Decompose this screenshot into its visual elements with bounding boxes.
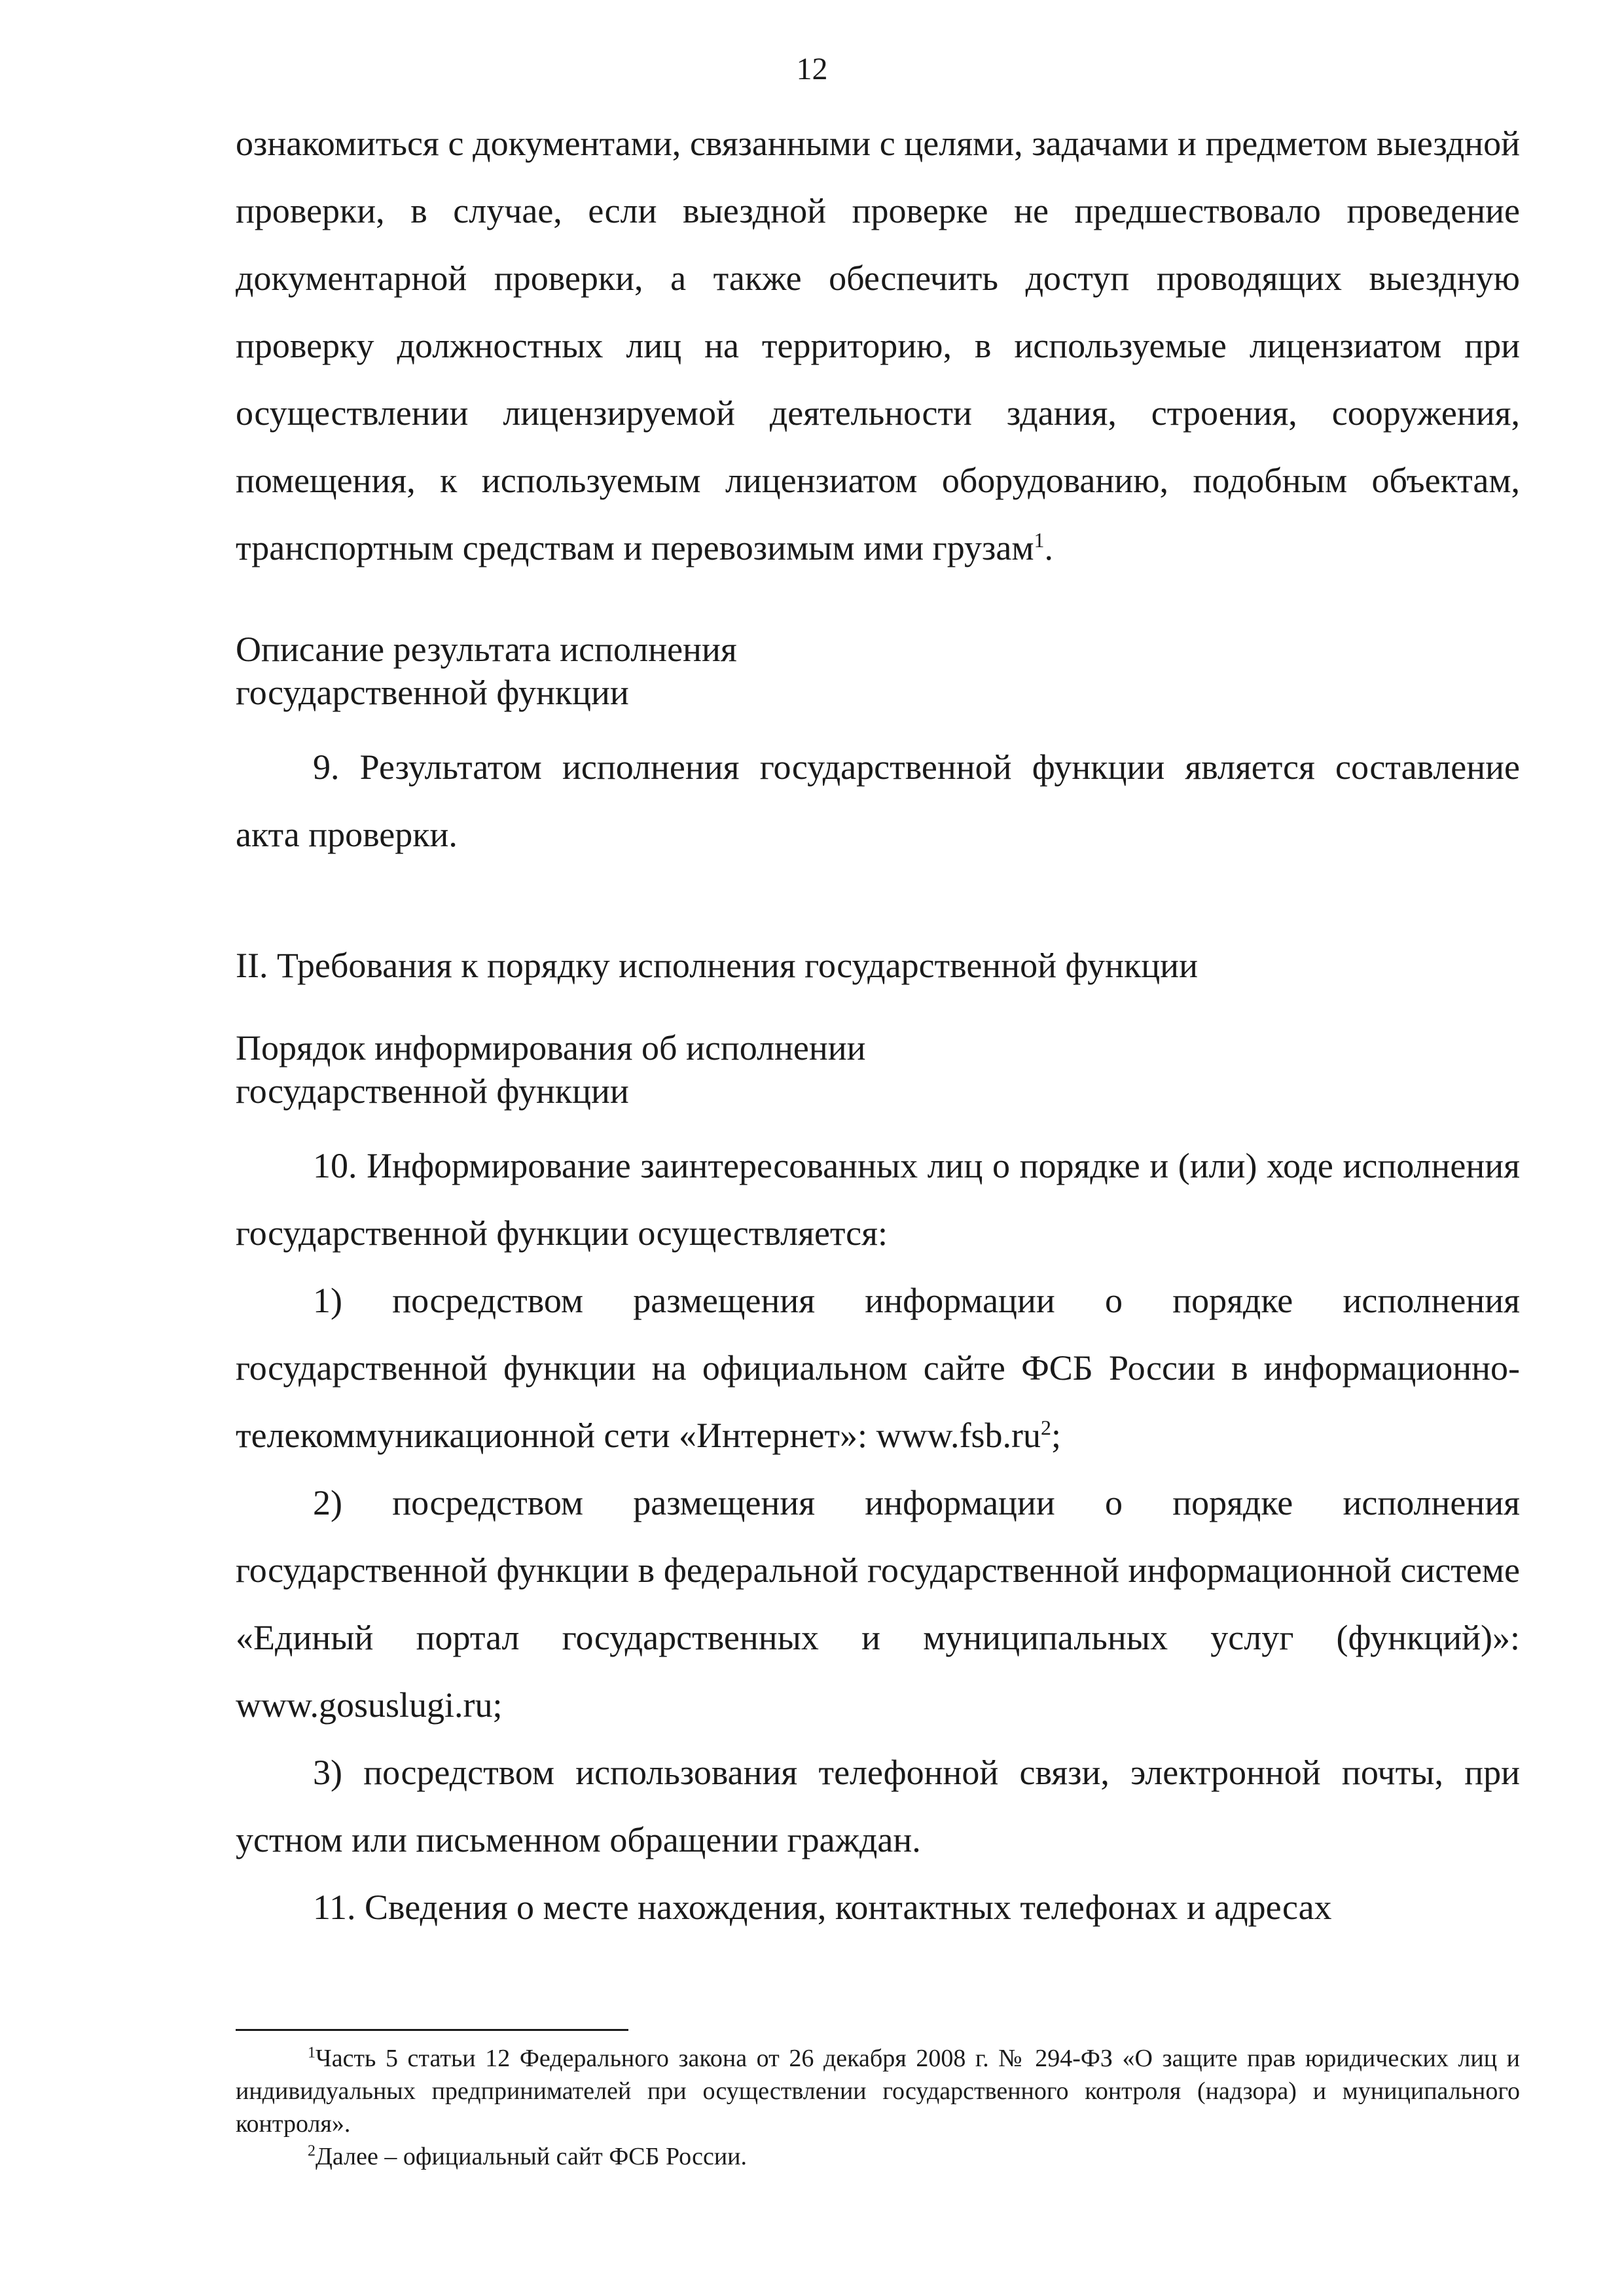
item-10-2: 2) посредством размещения информации о порядке исполнения государственной функции в федеральной государственной информационной системе «Единый портал государственных и муниципальных услуг (функций)»: www.gosuslugi.ru; <box>236 1483 1520 1725</box>
semicolon: ; <box>1051 1416 1061 1455</box>
item-9: 9. Результатом исполнения государственной функции является составление акта проверки. <box>236 747 1520 854</box>
footnote-separator <box>236 2029 628 2031</box>
heading-result-line-2: государственной функции <box>236 673 629 712</box>
footnote-2-text: Далее – официальный сайт ФСБ России. <box>316 2143 748 2170</box>
page-number: 12 <box>796 52 828 86</box>
paragraph-continuation-text: ознакомиться с документами, связанными с целями, задачами и предметом выездной проверки, в случае, если выездной проверке не предшествовало проведение документарной проверки, а также обеспечить доступ проводящих выездную проверку должностных лиц на территорию, в используемые лицензиатом при осуществлении лицензируемой деятельности здания, строения, сооружения, помещения, к используемым лицензиатом оборудованию, подобным объектам, транспортным средствам и перевозимым ими грузам <box>236 124 1520 567</box>
heading-result-line-1: Описание результата исполнения <box>236 630 737 669</box>
paragraph-continuation <box>236 110 1520 582</box>
footnote-ref-1[interactable]: 1 <box>1034 528 1045 552</box>
footnote-1-mark: 1 <box>308 2044 316 2062</box>
heading-informing-line-1: Порядок информирования об исполнении <box>236 1028 866 1067</box>
document-body <box>236 110 1520 1941</box>
footnotes <box>236 2042 1520 2173</box>
item-11: 11. Сведения о месте нахождения, контактных телефонах и адресах <box>313 1888 1332 1927</box>
footnote-ref-2[interactable]: 2 <box>1040 1416 1051 1439</box>
section-2-heading: II. Требования к порядку исполнения государственной функции <box>236 946 1198 985</box>
footnote-2 <box>236 2140 1520 2173</box>
footnote-1-text: Часть 5 статьи 12 Федерального закона от 26 декабря 2008 г. № 294-ФЗ «О защите прав юридических лиц и индивидуальных предпринимателей при осуществлении государственного контроля (надзора) и муниципального контроля». <box>236 2045 1520 2138</box>
item-10-3: 3) посредством использования телефонной связи, электронной почты, при устном или письменном обращении граждан. <box>236 1753 1520 1859</box>
heading-informing-line-2: государственной функции <box>236 1071 629 1111</box>
period: . <box>1044 528 1054 567</box>
item-10-1-text: 1) посредством размещения информации о порядке исполнения государственной функции на официальном сайте ФСБ России в информационно-телекоммуникационной сети «Интернет»: www.fsb.ru <box>236 1281 1520 1455</box>
footnote-2-mark: 2 <box>308 2142 316 2160</box>
item-10: 10. Информирование заинтересованных лиц о порядке и (или) ходе исполнения государственной функции осуществляется: <box>236 1146 1520 1253</box>
footnote-1 <box>236 2042 1520 2140</box>
item-10-1 <box>236 1267 1520 1469</box>
